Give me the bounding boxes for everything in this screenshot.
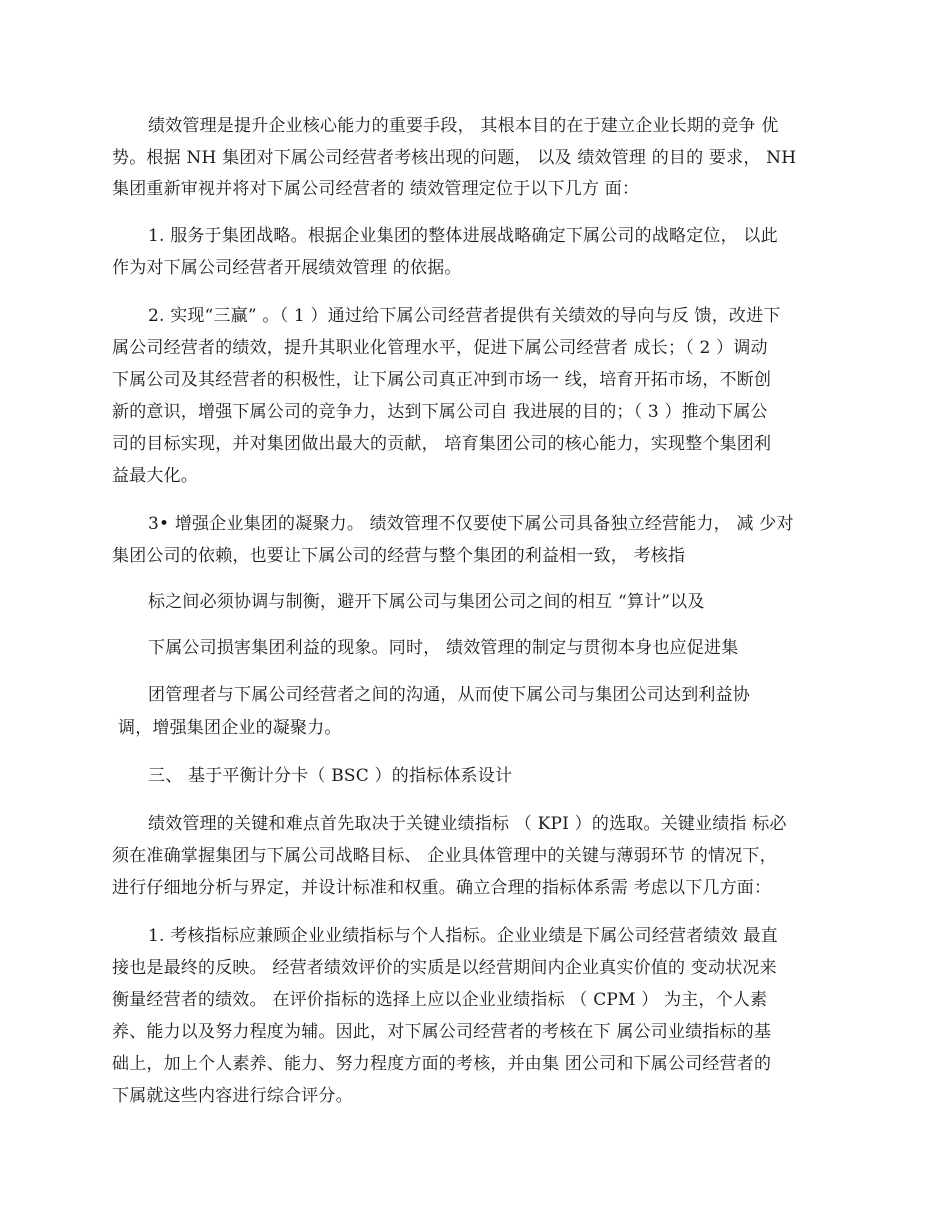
paragraph-line: 接也是最终的反映。 经营者绩效评价的实质是以经营期间内企业真实价值的 变动状况来 [112, 958, 777, 978]
paragraph-line: 标之间必须协调与制衡，避开下属公司与集团公司之间的相互 “算计”以及 [148, 592, 705, 612]
paragraph-line: 势。根据 NH 集团对下属公司经营者考核出现的问题， 以及 绩效管理 的目的 要求， NH [112, 148, 797, 168]
paragraph-line: 绩效管理是提升企业核心能力的重要手段， 其根本目的在于建立企业长期的竞争 优 [148, 116, 779, 136]
paragraph-line: 3• 增强企业集团的凝聚力。 绩效管理不仅要使下属公司具备独立经营能力， 减 少对 [148, 514, 794, 534]
paragraph-line: 司的目标实现，并对集团做出最大的贡献， 培育集团公司的核心能力，实现整个集团利 [112, 434, 772, 454]
paragraph-line: 集团公司的依赖，也要让下属公司的经营与整个集团的利益相一致， 考核指 [112, 546, 686, 566]
paragraph-line: 作为对下属公司经营者开展绩效管理 的依据。 [112, 258, 462, 278]
paragraph-line: 进行仔细地分析与界定，并设计标准和权重。确立合理的指标体系需 考虑以下几方面： [112, 878, 772, 898]
paragraph-line: 集团重新审视并将对下属公司经营者的 绩效管理定位于以下几方 面： [112, 179, 640, 199]
paragraph-line: 团管理者与下属公司经营者之间的沟通，从而使下属公司与集团公司达到利益协 [148, 685, 750, 705]
paragraph-line: 属公司经营者的绩效，提升其职业化管理水平，促进下属公司经营者 成长；（ 2 ）调动 [112, 338, 768, 358]
paragraph-line: 1. 服务于集团战略。根据企业集团的整体进展战略确定下属公司的战略定位， 以此 [148, 226, 778, 246]
paragraph-line: 益最大化。 [112, 466, 198, 486]
paragraph-line: 下属公司及其经营者的积极性，让下属公司真正冲到市场一 线，培育开拓市场，不断创 [112, 370, 772, 390]
paragraph-line: 须在准确掌握集团与下属公司战略目标、 企业具体管理中的关键与薄弱环节 的情况下， [112, 846, 777, 866]
paragraph-line: 新的意识，增强下属公司的竞争力，达到下属公司自 我进展的目的；（ 3 ）推动下属公 [112, 402, 768, 422]
paragraph-line: 养、能力以及努力程度为辅。因此，对下属公司经营者的考核在下 属公司业绩指标的基 [112, 1022, 772, 1042]
paragraph-line: 调，增强集团企业的凝聚力。 [118, 718, 342, 738]
paragraph-line: 础上，加上个人素养、能力、努力程度方面的考核，并由集 团公司和下属公司经营者的 [112, 1054, 772, 1074]
paragraph-line: 2. 实现“三赢” 。（ 1 ）通过给下属公司经营者提供有关绩效的导向与反 馈，改进下 [148, 306, 781, 326]
paragraph-line: 下属公司损害集团利益的现象。同时， 绩效管理的制定与贯彻本身也应促进集 [148, 638, 739, 658]
paragraph-line: 衡量经营者的绩效。 在评价指标的选择上应以企业业绩指标 （ CPM ） 为主，个人素 [112, 990, 768, 1010]
paragraph-line: 下属就这些内容进行综合评分。 [112, 1086, 353, 1106]
paragraph-line: 绩效管理的关键和难点首先取决于关键业绩指标 （ KPI ）的选取。关键业绩指 标必 [148, 814, 787, 834]
section-heading: 三、 基于平衡计分卡（ BSC ）的指标体系设计 [148, 766, 513, 786]
paragraph-line: 1. 考核指标应兼顾企业业绩指标与个人指标。企业业绩是下属公司经营者绩效 最直 [148, 926, 778, 946]
